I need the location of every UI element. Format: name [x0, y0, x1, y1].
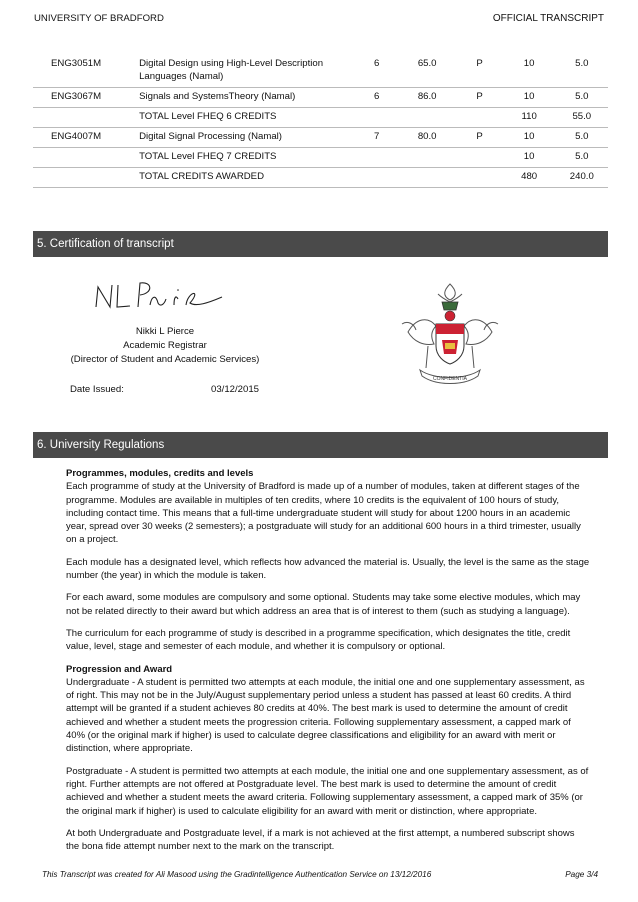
module-mark [398, 107, 456, 127]
module-mark: 86.0 [398, 87, 456, 107]
module-ects: 5.0 [556, 127, 608, 147]
module-result: P [456, 87, 502, 107]
module-ects: 5.0 [556, 87, 608, 107]
table-row [33, 147, 608, 167]
module-level [355, 167, 398, 187]
module-mark: 80.0 [398, 127, 456, 147]
module-mark [398, 167, 456, 187]
module-level: 7 [355, 127, 398, 147]
module-mark [398, 147, 456, 167]
table-row [33, 87, 608, 107]
crest-motto: CONFIDENTIA [433, 376, 467, 382]
module-code [33, 107, 127, 127]
regulations-paragraph: Each module has a designated level, which reflects how advanced the material is. Usually, the level is the same as the stage number (the year) in which the module is taken. [66, 556, 590, 582]
module-credits: 10 [503, 55, 556, 87]
module-mark: 65.0 [398, 55, 456, 87]
module-title: TOTAL Level FHEQ 7 CREDITS [127, 147, 355, 167]
table-row [33, 55, 608, 87]
module-credits: 10 [503, 127, 556, 147]
university-name: UNIVERSITY OF BRADFORD [34, 13, 164, 24]
module-title: TOTAL Level FHEQ 6 CREDITS [127, 107, 355, 127]
module-level: 6 [355, 87, 398, 107]
module-credits: 110 [503, 107, 556, 127]
module-ects: 5.0 [556, 55, 608, 87]
module-result [456, 107, 502, 127]
regulations-paragraph: Undergraduate - A student is permitted two attempts at each module, the initial one and one supplementary assessment, as of right. This may not be in the July/August supplementary period unless a student has passed at least 60 credits. A third attempt will be granted if a student achieves 80 credits at 40%. The best mark is used to determine the amount of credit achieved and whether a student meets the progression criteria. Following supplementary assessment, a capped mark of 40% (or the original mark if higher) is used to calculate degree classifications and eligibility for an award with merit or distinction, where appropriate. [66, 676, 585, 755]
module-title: TOTAL CREDITS AWARDED [127, 167, 355, 187]
module-result: P [456, 55, 502, 87]
regulations-paragraph: Postgraduate - A student is permitted two attempts at each module, the initial one and one supplementary assessment, as of right. Further attempts are not offered at Postgraduate level. The best mark is used to determine the amount of credit achieved and whether a student meets the award criteria. Following supplementary assessment, a capped mark of 35% (or the original mark if higher) is used to calculate eligibility for an award with merit or distinction, where appropriate. [66, 765, 589, 817]
regulations-paragraph: Each programme of study at the University of Bradford is made up of a number of modules, taken at different stages of the programme. Modules are available in multiples of ten credits, where 10 credits is the equivalent of 100 hours of study, including contact time. This means that a full-time undergraduate student will study for about 1200 hours in an academic year, spread over 30 weeks (2 semesters); a postgraduate will study for an additional 600 hours in a third trimester, usually on a project. [66, 481, 581, 546]
module-result: P [456, 127, 502, 147]
module-code: ENG4007M [33, 127, 127, 147]
registrar-name: Nikki L Pierce [135, 326, 195, 337]
regulations-paragraph: At both Undergraduate and Postgraduate level, if a mark is not achieved at the first attempt, a numbered subscript shows the bona fide attempt number next to the mark on the transcript. [66, 827, 575, 853]
registrar-role: Academic Registrar [123, 340, 207, 351]
module-title: Digital Design using High-Level Description Languages (Namal) [127, 55, 355, 87]
table-row [33, 127, 608, 147]
table-row [33, 107, 608, 127]
modules-table [33, 55, 608, 188]
module-code: ENG3051M [33, 55, 127, 87]
module-ects: 240.0 [556, 167, 608, 187]
regulations-paragraph: The curriculum for each programme of study is described in a programme specification, which designates the title, credit value, level, stage and semester of each module, and whether it is compulsory or optional. [66, 627, 571, 653]
module-credits: 10 [503, 147, 556, 167]
university-crest-icon [398, 280, 502, 395]
module-credits: 480 [503, 167, 556, 187]
page-number: Page 3/4 [565, 870, 598, 879]
date-issued-value: 03/12/2015 [211, 384, 260, 395]
module-ects: 5.0 [556, 147, 608, 167]
module-level [355, 107, 398, 127]
registrar-department: (Director of Student and Academic Services) [70, 354, 260, 365]
date-issued-label: Date Issued: [70, 384, 124, 395]
document-type: OFFICIAL TRANSCRIPT [492, 13, 604, 24]
module-credits: 10 [503, 87, 556, 107]
module-title: Digital Signal Processing (Namal) [127, 127, 355, 147]
footer-note: This Transcript was created for Ali Masood using the Gradintelligence Authentication Service on 13/12/2016 [42, 870, 432, 879]
module-code [33, 147, 127, 167]
regulations-heading: 6. University Regulations [33, 432, 608, 458]
module-level: 6 [355, 55, 398, 87]
module-title: Signals and SystemsTheory (Namal) [127, 87, 355, 107]
regulations-paragraph: For each award, some modules are compulsory and some optional. Students may take some elective modules, which may not be related directly to their award but which address an area that is of interest to them (such as studying a language). [66, 592, 581, 617]
module-level [355, 147, 398, 167]
table-row [33, 167, 608, 187]
module-ects: 55.0 [556, 107, 608, 127]
module-code: ENG3067M [33, 87, 127, 107]
regulations-subheading: Programmes, modules, credits and levels [66, 468, 254, 479]
module-result [456, 147, 502, 167]
certification-heading: 5. Certification of transcript [33, 231, 608, 257]
module-result [456, 167, 502, 187]
registrar-signature [90, 277, 230, 320]
regulations-subheading: Progression and Award [66, 663, 173, 675]
module-code [33, 167, 127, 187]
registrar-details [60, 325, 270, 367]
regulations-body [66, 467, 590, 862]
